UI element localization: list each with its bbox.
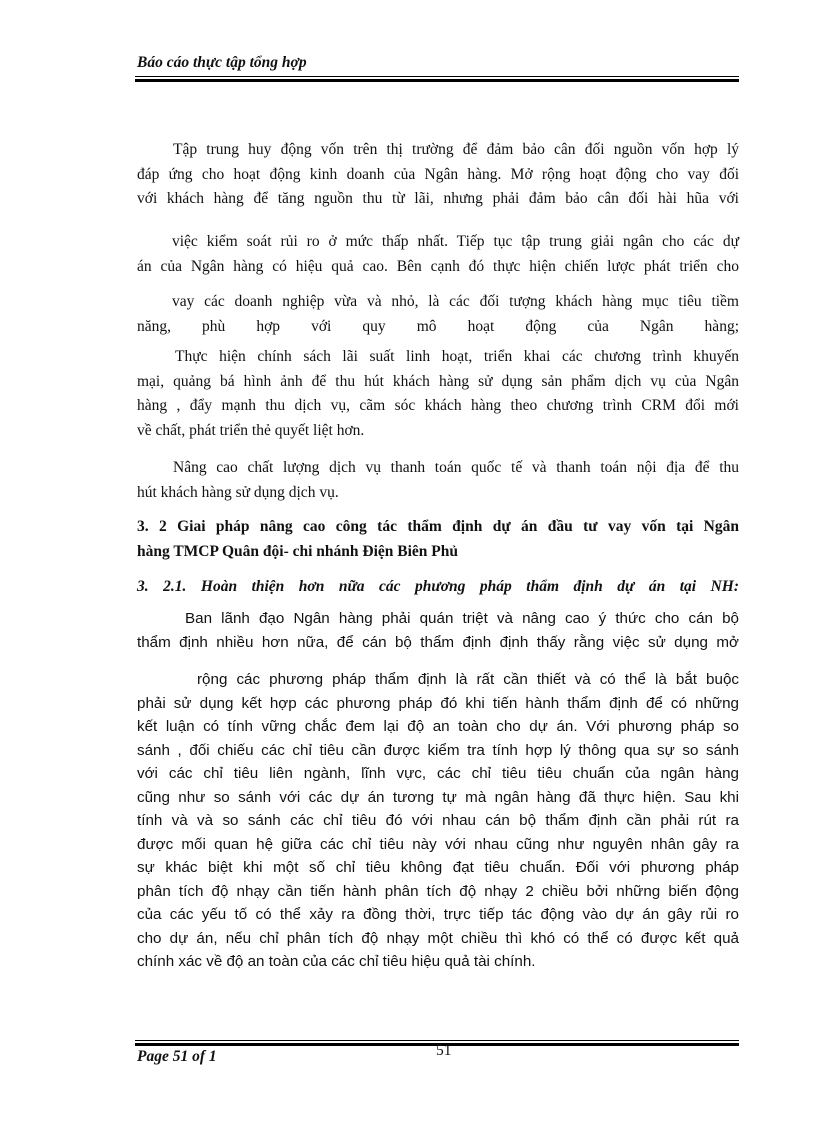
text-line: hàng , đẩy mạnh thu dịch vụ, cãm sóc khách hàng theo chương trình CRM đổi mới <box>137 397 739 414</box>
text-line: sánh , đối chiếu các chỉ tiêu cần được kiểm tra tính hợp lý thông qua sự so sánh <box>137 741 739 759</box>
footer-page-label: Page 51 of 1 <box>137 1048 217 1065</box>
text-line: Tập trung huy động vốn trên thị trường để đảm bảo cân đối nguồn vốn hợp lý <box>173 141 739 158</box>
paragraph-1 <box>137 138 739 212</box>
text-line: phân tích độ nhạy cần tiến hành phân tích độ nhạy 2 chiều bởi những biến động <box>137 882 739 900</box>
text-line: thẩm định nhiều hơn nữa, để cán bộ thẩm định định thấy rằng việc sử dụng mở <box>137 633 739 651</box>
header-title: Báo cáo thực tập tổng hợp <box>137 54 307 71</box>
text-line: kết luận có tính vững chắc đem lại độ an toàn cho dự án. Với phương pháp so <box>137 718 739 735</box>
paragraph-3 <box>137 290 739 339</box>
text-line: với khách hàng để tăng nguồn thu từ lãi, nhưng phải đảm bảo cân đối hài hũa với <box>137 190 739 207</box>
paragraph-4 <box>137 345 739 443</box>
text-line: cũng như so sánh với các dự án tương tự mà ngân hàng đã thực hiện. Sau khi <box>137 788 739 806</box>
text-line: với các chỉ tiêu liên ngành, lĩnh vực, các chỉ tiêu tiêu chuẩn của ngân hàng <box>137 765 739 782</box>
section-heading <box>137 515 739 564</box>
body-paragraph-2 <box>137 668 739 974</box>
text-line: rộng các phương pháp thẩm định là rất cần thiết và có thể là bắt buộc <box>197 671 739 688</box>
text-line: của các yếu tố có thể xảy ra đồng thời, trực tiếp tác động vào dự án gây rủi ro <box>137 906 739 923</box>
body-paragraph-1 <box>137 607 739 654</box>
paragraph-2 <box>137 230 739 279</box>
footer-page-number: 51 <box>436 1042 452 1059</box>
text-line: hút khách hàng sử dụng dịch vụ. <box>137 483 339 501</box>
footer-rule-thin <box>135 1040 739 1041</box>
text-line: Thực hiện chính sách lãi suất linh hoạt, triển khai các chương trình khuyến <box>175 348 739 365</box>
text-line: Nâng cao chất lượng dịch vụ thanh toán quốc tế và thanh toán nội địa để thu <box>173 459 739 476</box>
text-line: án của Ngân hàng có hiệu quả cao. Bên cạnh đó thực hiện chiến lược phát triển cho <box>137 257 739 275</box>
text-line: về chất, phát triển thẻ quyết liệt hơn. <box>137 421 365 439</box>
text-line: vay các doanh nghiệp vừa và nhỏ, là các đối tượng khách hàng mục tiêu tiềm <box>172 293 739 310</box>
text-line: chính xác về độ an toàn của các chỉ tiêu hiệu quả tài chính. <box>137 953 536 970</box>
paragraph-5 <box>137 456 739 505</box>
text-line: được mối quan hệ giữa các chỉ tiêu này với nhau cũng như nguyên nhân gây ra <box>137 835 739 853</box>
text-line: năng, phù hợp với quy mô hoạt động của Ngân hàng; <box>137 317 739 335</box>
text-line: Ban lãnh đạo Ngân hàng phải quán triệt và nâng cao ý thức cho cán bộ <box>185 610 739 627</box>
header-rule-thin <box>135 76 739 77</box>
text-line: đáp ứng cho hoạt động kinh doanh của Ngân hàng. Mở rộng hoạt động cho vay đối <box>137 165 739 183</box>
subsection-heading: 3. 2.1. Hoàn thiện hơn nữa các phương pháp thẩm định dự án tại NH: <box>137 578 739 595</box>
text-line: mại, quảng bá hình ảnh để thu hút khách hàng sử dụng sản phẩm dịch vụ của Ngân <box>137 372 739 390</box>
text-line: sự khác biệt khi một số chỉ tiêu không đạt tiêu chuẩn. Đối với phương pháp <box>137 859 739 876</box>
text-line: việc kiểm soát rủi ro ở mức thấp nhất. Tiếp tục tập trung giải ngân cho các dự <box>172 233 739 250</box>
heading-line: hàng TMCP Quân đội- chi nhánh Điện Biên Phủ <box>137 542 459 560</box>
text-line: tính và và so sánh các chỉ tiêu đó với nhau cán bộ thẩm định cần phải rút ra <box>137 812 739 829</box>
text-line: phải sử dụng kết hợp các phương pháp đó khi tiến hành thẩm định để có những <box>137 694 739 712</box>
text-line: cho dự án, nếu chỉ phân tích độ nhạy một chiều thì khó có thể có được kết quả <box>137 929 739 947</box>
heading-line: 3. 2 Giai pháp nâng cao công tác thẩm định dự án đầu tư vay vốn tại Ngân <box>137 518 739 535</box>
header-rule-thick <box>135 79 739 82</box>
